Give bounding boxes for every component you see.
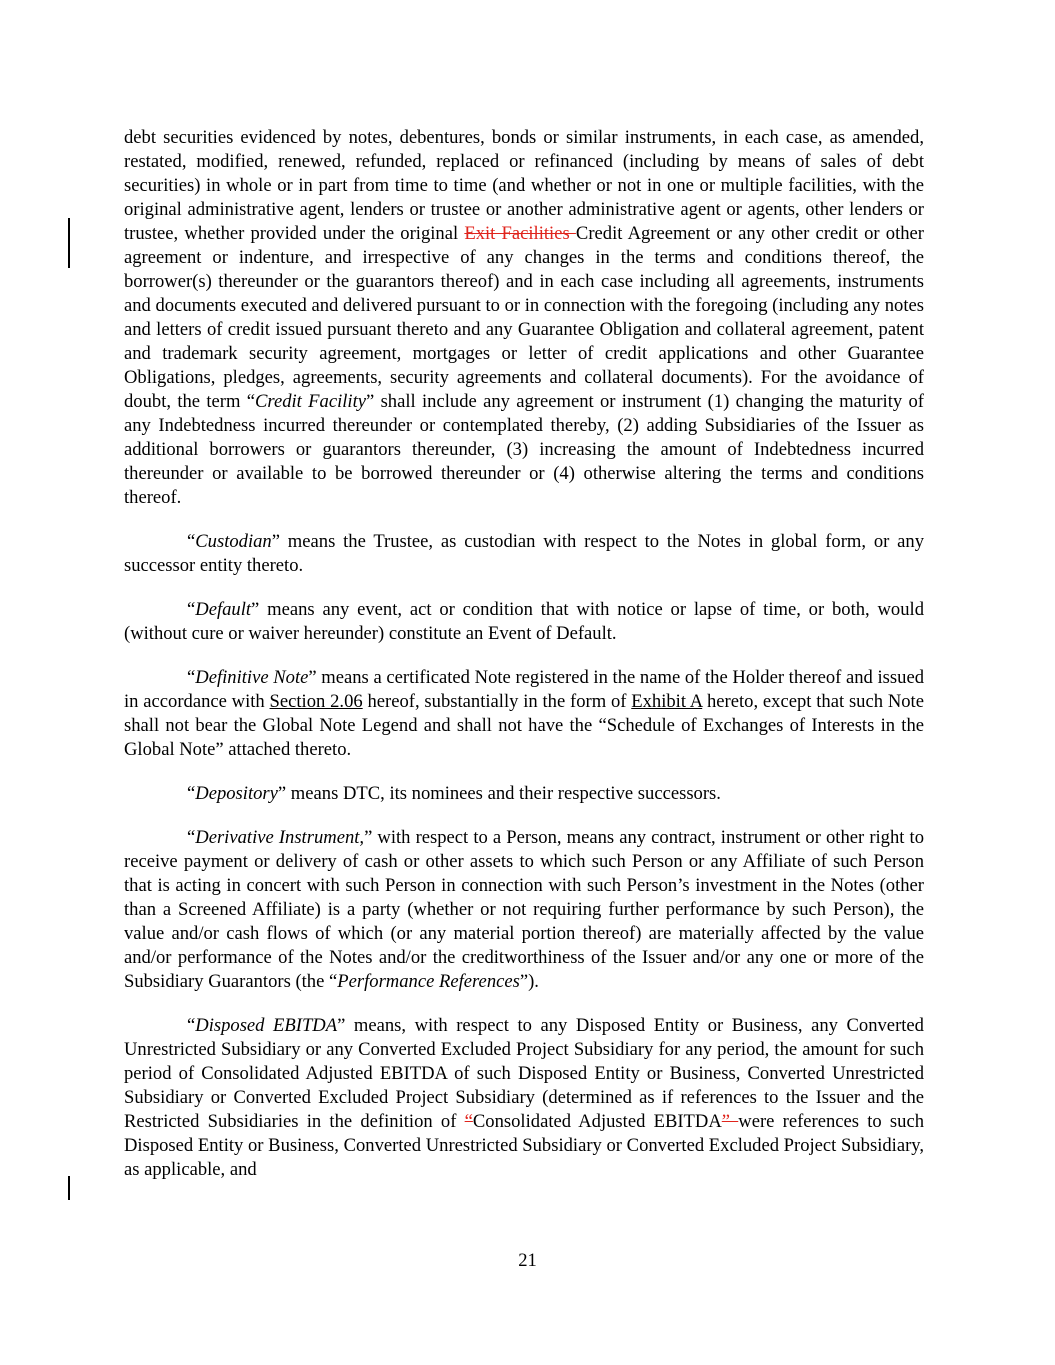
exhibit-reference: Exhibit A bbox=[631, 691, 703, 712]
deleted-text: Exit Facilities bbox=[464, 223, 576, 244]
definition-custodian: “Custodian” means the Trustee, as custodian with respect to the Notes in global form, or any successor entity thereto. bbox=[124, 531, 924, 576]
definition-definitive-note: “Definitive Note” means a certificated Note registered in the name of the Holder thereof and issued in accordance with Section 2.06 hereof, substantially in the form of Exhibit A hereto, except that such Note shall not bear the Global Note Legend and shall not have the “Schedule of Exchanges of Interests in the Global Note” attached thereto. bbox=[124, 667, 924, 760]
document-page bbox=[124, 126, 924, 1202]
defined-term: Disposed EBITDA bbox=[195, 1015, 338, 1036]
paragraph-credit-facility-continued: debt securities evidenced by notes, debentures, bonds or similar instruments, in each case, as amended, restated, modified, renewed, refunded, replaced or refinanced (including by means of sales of debt securities) in whole or in part from time to time (and whether or not in one or multiple facilities, with the original administrative agent, lenders or trustee or another administrative agent or agents, other lenders or trustee, whether provided under the original Exit Facilities Credit Agreement or any other credit or other agreement or indenture, and irrespective of any changes in the terms and conditions thereof, the borrower(s) thereunder or the guarantors thereof) and in each case including all agreements, instruments and documents executed and delivered pursuant to or in connection with the foregoing (including any notes and letters of credit issued pursuant thereto and any Guarantee Obligation and collateral agreement, patent and trademark security agreement, mortgages or letter of credit applications and other Guarantee Obligations, pledges, agreements, security agreements and collateral documents). For the avoidance of doubt, the term “Credit Facility” shall include any agreement or instrument (1) changing the maturity of any Indebtedness incurred thereunder or contemplated thereby, (2) adding Subsidiaries of the Issuer as additional borrowers or guarantors thereunder, (3) increasing the amount of Indebtedness incurred thereunder or available to be borrowed thereunder or (4) otherwise altering the terms and conditions thereof. bbox=[124, 127, 924, 508]
definition-depository: “Depository” means DTC, its nominees and their respective successors. bbox=[187, 783, 721, 804]
defined-term: Derivative Instrument, bbox=[195, 827, 365, 848]
change-bar bbox=[68, 218, 70, 268]
definition-disposed-ebitda: “Disposed EBITDA” means, with respect to any Disposed Entity or Business, any Converted Unrestricted Subsidiary or any Converted Excluded Project Subsidiary for any period, the amount for such period of Consolidated Adjusted EBITDA of such Disposed Entity or Business, Converted Unrestricted Subsidiary or Converted Excluded Project Subsidiary (determined as if references to the Issuer and the Restricted Subsidiaries in the definition of “Consolidated Adjusted EBITDA” were references to such Disposed Entity or Business, Converted Unrestricted Subsidiary or Converted Excluded Project Subsidiary, as applicable, and bbox=[124, 1015, 924, 1180]
page-number: 21 bbox=[518, 1250, 537, 1271]
deleted-text: ” bbox=[721, 1111, 739, 1132]
definition-derivative-instrument: “Derivative Instrument,” with respect to a Person, means any contract, instrument or other right to receive payment or delivery of cash or other assets to which such Person or any Affiliate of such Person that is acting in concert with such Person in connection with such Person’s investment in the Notes (other than a Screened Affiliate) is a party (whether or not requiring further performance by such Person), the value and/or cash flows of which (or any material portion thereof) are materially affected by the value and/or performance of the Notes and/or the creditworthiness of the Issuer and/or any one or more of the Subsidiary Guarantors (the “Performance References”). bbox=[124, 827, 924, 992]
defined-term: Default bbox=[195, 599, 252, 620]
defined-term: Definitive Note bbox=[195, 667, 309, 688]
deleted-text: “ bbox=[464, 1111, 473, 1132]
defined-term: Depository bbox=[195, 783, 278, 804]
definition-default: “Default” means any event, act or condition that with notice or lapse of time, or both, would (without cure or waiver hereunder) constitute an Event of Default. bbox=[124, 599, 924, 644]
section-reference: Section 2.06 bbox=[269, 691, 363, 712]
defined-term: Custodian bbox=[195, 531, 272, 552]
change-bar bbox=[68, 1176, 70, 1200]
defined-term: Performance References bbox=[337, 971, 520, 992]
defined-term: Credit Facility bbox=[255, 391, 366, 412]
